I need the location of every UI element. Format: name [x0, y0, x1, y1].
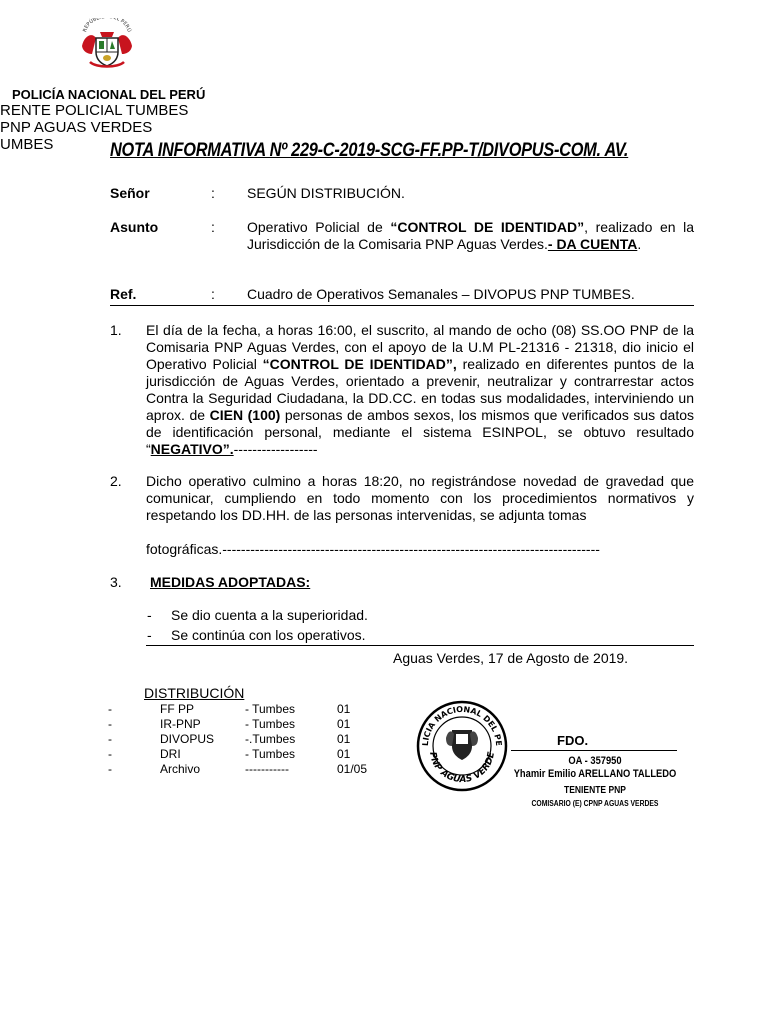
peru-coat-of-arms-logo	[78, 18, 136, 72]
distribution-dash: -	[108, 747, 112, 761]
signature-rank: TENIENTE PNP	[564, 785, 626, 796]
header-line-station: PNP AGUAS VERDES	[0, 119, 153, 136]
measures-divider	[146, 645, 694, 646]
distribution-recipient: DRI	[160, 747, 181, 761]
distribution-copies: 01	[337, 717, 351, 731]
p1-negativo: NEGATIVO”.	[150, 441, 234, 457]
measure-2: Se continúa con los operativos.	[171, 627, 366, 643]
signature-fdo: FDO.	[557, 733, 589, 748]
distribution-dash: -	[108, 732, 112, 746]
ref-label: Ref.	[110, 286, 137, 302]
paragraph-2-end: fotográficas.---------------------------------------------------------------------------------	[146, 541, 600, 557]
asunto-text-end: .	[637, 236, 642, 252]
distribution-recipient: DIVOPUS	[160, 732, 215, 746]
p1-text-d: CIEN (100)	[209, 407, 281, 423]
asunto-text-a: Operativo Policial de	[247, 219, 391, 235]
measure-2-bullet: -	[147, 627, 152, 643]
distribution-dash: -	[108, 717, 112, 731]
distribution-copies: 01/05	[337, 762, 368, 776]
paragraph-2-number: 2.	[110, 473, 122, 489]
distribution-copies: 01	[337, 732, 351, 746]
distribution-place: - Tumbes	[245, 702, 296, 716]
seal-bottom-text: PNP AGUAS VERDE	[426, 751, 498, 786]
ref-value: Cuadro de Operativos Semanales – DIVOPUS PNP TUMBES.	[247, 286, 635, 302]
senor-value: SEGÚN DISTRIBUCIÓN.	[247, 185, 405, 201]
asunto-colon: :	[211, 219, 215, 235]
p1-text-c: realizado en diferentes puntos de la jurisdicción de Aguas Verdes, orientado a prevenir, neutralizar y contrarrestar actos Contra la Seguridad Ciudadana, la DD.CC. en todas sus modalidades, interviniendo un aprox. de	[146, 356, 694, 423]
signature-name: Yhamir Emilio ARELLANO TALLEDO	[513, 768, 677, 780]
paragraph-2	[146, 473, 694, 524]
measures-title: MEDIDAS ADOPTADAS:	[150, 574, 311, 590]
p1-text-a: El día de la fecha, a horas 16:00, el suscrito, al mando de ocho (08) SS.OO PNP de la Comisaria PNP Aguas Verdes, con el apoyo de la U.M PL-21316 - 21318, dio inicio el Operativo Policial	[146, 322, 694, 372]
signature-role: COMISARIO (E) CPNP AGUAS VERDES	[531, 799, 659, 808]
distribution-copies: 01	[337, 747, 351, 761]
signature-cip: OA - 357950	[568, 755, 622, 767]
distribution-dash: -	[108, 702, 112, 716]
paragraph-1-number: 1.	[110, 322, 122, 338]
distribution-place: -.Tumbes	[245, 732, 296, 746]
document-date: Aguas Verdes, 17 de Agosto de 2019.	[393, 650, 629, 666]
senor-colon: :	[211, 185, 215, 201]
distribution-copies: 01	[337, 702, 351, 716]
document-title: NOTA INFORMATIVA Nº 229-C-2019-SCG-FF.PP-T/DIVOPUS-COM. AV.	[110, 140, 629, 161]
asunto-text-b: “CONTROL DE IDENTIDAD”	[390, 219, 585, 235]
p2-text-a: Dicho operativo culmino a horas 18:20, no registrándose novedad de gravedad que comunicar, cumpliendo en todo momento con los procedimientos normativos y respetando los DD.HH. de las personas intervenidas, se adjunta tomas	[146, 473, 694, 523]
paragraph-1	[146, 322, 694, 458]
asunto-value	[247, 219, 694, 253]
police-station-seal	[416, 700, 508, 792]
distribution-title: DISTRIBUCIÓN	[144, 685, 245, 701]
distribution-place: -----------	[245, 762, 289, 776]
ref-colon: :	[211, 286, 215, 302]
senor-label: Señor	[110, 185, 150, 201]
header-line-city: UMBES	[0, 136, 54, 153]
distribution-place: - Tumbes	[245, 747, 296, 761]
distribution-recipient: IR-PNP	[160, 717, 201, 731]
asunto-label: Asunto	[110, 219, 159, 235]
measure-1: Se dio cuenta a la superioridad.	[171, 607, 368, 623]
crest-text: REPÚBL EL PERÚ	[82, 18, 132, 33]
signature-line	[511, 750, 677, 751]
paragraph-3-number: 3.	[110, 574, 122, 590]
distribution-place: - Tumbes	[245, 717, 296, 731]
p1-text-b: “CONTROL DE IDENTIDAD”,	[262, 356, 457, 372]
p1-text-g: ------------------	[233, 441, 318, 457]
institution-name: POLICÍA NACIONAL DEL PERÚ	[12, 87, 206, 102]
ref-divider	[110, 305, 694, 306]
seal-top-text: LICIA NACIONAL DEL PE	[420, 704, 504, 747]
p1-text-e: personas de ambos sexos, los mismos que verificados sus datos de identificación personal, mediante el sistema ESINPOL, se obtuvo resultado “	[146, 407, 694, 457]
distribution-recipient: Archivo	[160, 762, 201, 776]
measure-1-bullet: -	[147, 607, 152, 623]
svg-text:REPÚBLICA DEL PERÚ	[82, 18, 133, 33]
header-line-region: RENTE POLICIAL TUMBES	[0, 102, 189, 119]
asunto-da-cuenta: - DA CUENTA	[547, 236, 638, 252]
asunto-text-c: , realizado en la Jurisdicción de la Comisaria PNP Aguas Verdes.	[247, 219, 694, 252]
distribution-recipient: FF PP	[160, 702, 195, 716]
distribution-dash: -	[108, 762, 112, 776]
